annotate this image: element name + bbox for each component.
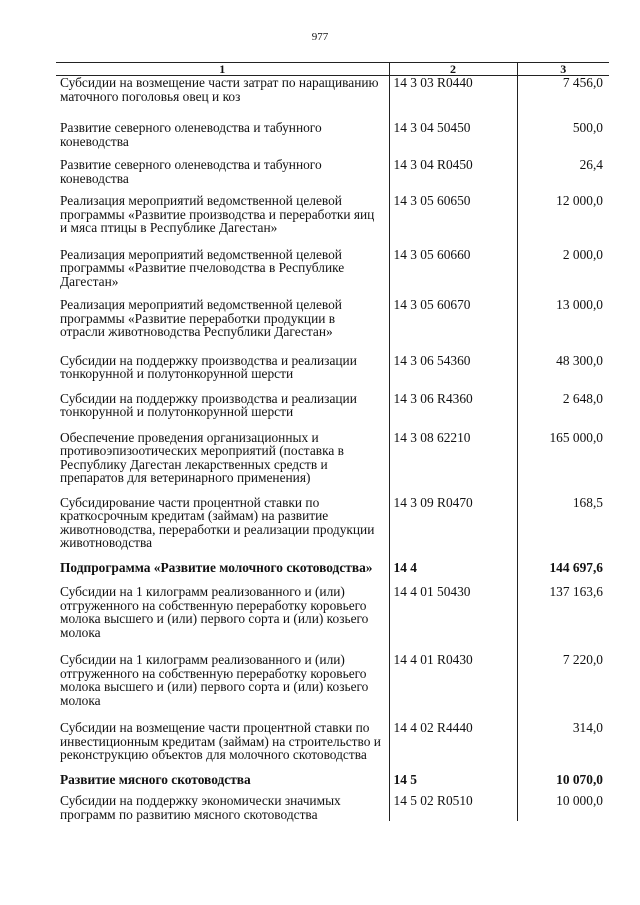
row-code: 14 5 <box>389 773 517 795</box>
row-name: Обеспечение проведения организационных и противоэпизоотических мероприятий (поставка в Республику Дагестан лекарственных средств и препаратов для ветеринарного применения) <box>60 429 345 485</box>
row-amount: 10 070,0 <box>517 773 609 795</box>
row-code: 14 3 03 R0440 <box>389 76 517 122</box>
row-code: 14 3 08 62210 <box>389 431 517 496</box>
row-amount: 26,4 <box>517 158 609 194</box>
row-code: 14 4 02 R4440 <box>389 721 517 773</box>
row-amount: 168,5 <box>517 496 609 561</box>
column-header-1: 1 <box>56 63 389 76</box>
budget-table <box>56 62 609 821</box>
row-amount: 48 300,0 <box>517 354 609 392</box>
row-amount: 165 000,0 <box>517 431 609 496</box>
table-row <box>56 354 609 392</box>
row-name: Развитие мясного скотоводства <box>60 771 251 787</box>
row-amount: 314,0 <box>517 721 609 773</box>
row-name: Субсидии на поддержку производства и реализации тонкорунной и полутонкорунной шерсти <box>60 352 357 381</box>
table-row <box>56 194 609 248</box>
row-amount: 10 000,0 <box>517 794 609 821</box>
row-amount: 500,0 <box>517 121 609 158</box>
row-name: Субсидии на 1 килограмм реализованного и (или) отгруженного на собственную переработку коровьего молока высшего и (или) первого сорта и (или) козьего молока <box>60 584 369 640</box>
row-name: Реализация мероприятий ведомственной целевой программы «Развитие пчеловодства в Республике Дагестан» <box>60 246 345 289</box>
table-row <box>56 496 609 561</box>
row-code: 14 4 <box>389 561 517 586</box>
row-code: 14 3 04 R0450 <box>389 158 517 194</box>
row-name: Реализация мероприятий ведомственной целевой программы «Развитие переработки продукции в отрасли животноводства Республики Дагестан» <box>60 297 342 339</box>
table-row <box>56 248 609 299</box>
row-amount: 144 697,6 <box>517 561 609 586</box>
row-name: Субсидии на возмещение части затрат по наращиванию маточного поголовья овец и коз <box>60 75 379 104</box>
row-amount: 7 456,0 <box>517 76 609 122</box>
row-code: 14 3 04 50450 <box>389 121 517 158</box>
row-name: Субсидирование части процентной ставки по краткосрочным кредитам (займам) на развитие животноводства, переработки и реализации продукции животноводства <box>60 494 375 550</box>
row-code: 14 3 09 R0470 <box>389 496 517 561</box>
row-code: 14 4 01 R0430 <box>389 653 517 721</box>
row-code: 14 3 05 60670 <box>389 298 517 354</box>
table-row <box>56 585 609 653</box>
table-row <box>56 773 609 795</box>
row-name: Развитие северного оленеводства и табунного коневодства <box>60 120 322 149</box>
table-row <box>56 121 609 158</box>
row-code: 14 5 02 R0510 <box>389 794 517 821</box>
row-name: Субсидии на поддержку экономически значимых программ по развитию мясного скотоводства <box>60 793 341 822</box>
row-amount: 137 163,6 <box>517 585 609 653</box>
row-amount: 13 000,0 <box>517 298 609 354</box>
row-name: Субсидии на поддержку производства и реализации тонкорунной и полутонкорунной шерсти <box>60 390 357 419</box>
table-row <box>56 298 609 354</box>
page-number: 977 <box>311 31 329 43</box>
row-code: 14 3 06 R4360 <box>389 392 517 431</box>
row-name: Развитие северного оленеводства и табунного коневодства <box>60 157 322 186</box>
table-row <box>56 721 609 773</box>
row-amount: 7 220,0 <box>517 653 609 721</box>
table-row <box>56 76 609 122</box>
table-body <box>56 76 609 822</box>
row-amount: 2 648,0 <box>517 392 609 431</box>
table-row <box>56 653 609 721</box>
table-row <box>56 158 609 194</box>
row-code: 14 3 06 54360 <box>389 354 517 392</box>
row-code: 14 4 01 50430 <box>389 585 517 653</box>
column-header-3: 3 <box>517 63 609 76</box>
row-amount: 12 000,0 <box>517 194 609 248</box>
row-name: Субсидии на возмещение части процентной ставки по инвестиционным кредитам (займам) на строительство и реконструкцию объектов для молочного скотоводства <box>60 720 381 762</box>
row-code: 14 3 05 60650 <box>389 194 517 248</box>
row-code: 14 3 05 60660 <box>389 248 517 299</box>
table-row <box>56 794 609 821</box>
row-name: Реализация мероприятий ведомственной целевой программы «Развитие производства и переработки яиц и мяса птицы в Республике Дагестан» <box>60 193 375 235</box>
row-amount: 2 000,0 <box>517 248 609 299</box>
table-row <box>56 392 609 431</box>
row-name: Подпрограмма «Развитие молочного скотоводства» <box>60 559 373 575</box>
table-row <box>56 431 609 496</box>
column-header-2: 2 <box>389 63 517 76</box>
row-name: Субсидии на 1 килограмм реализованного и (или) отгруженного на собственную переработку коровьего молока высшего и (или) первого сорта и (или) козьего молока <box>60 652 369 708</box>
table-row <box>56 561 609 586</box>
table-header-row <box>56 63 609 76</box>
